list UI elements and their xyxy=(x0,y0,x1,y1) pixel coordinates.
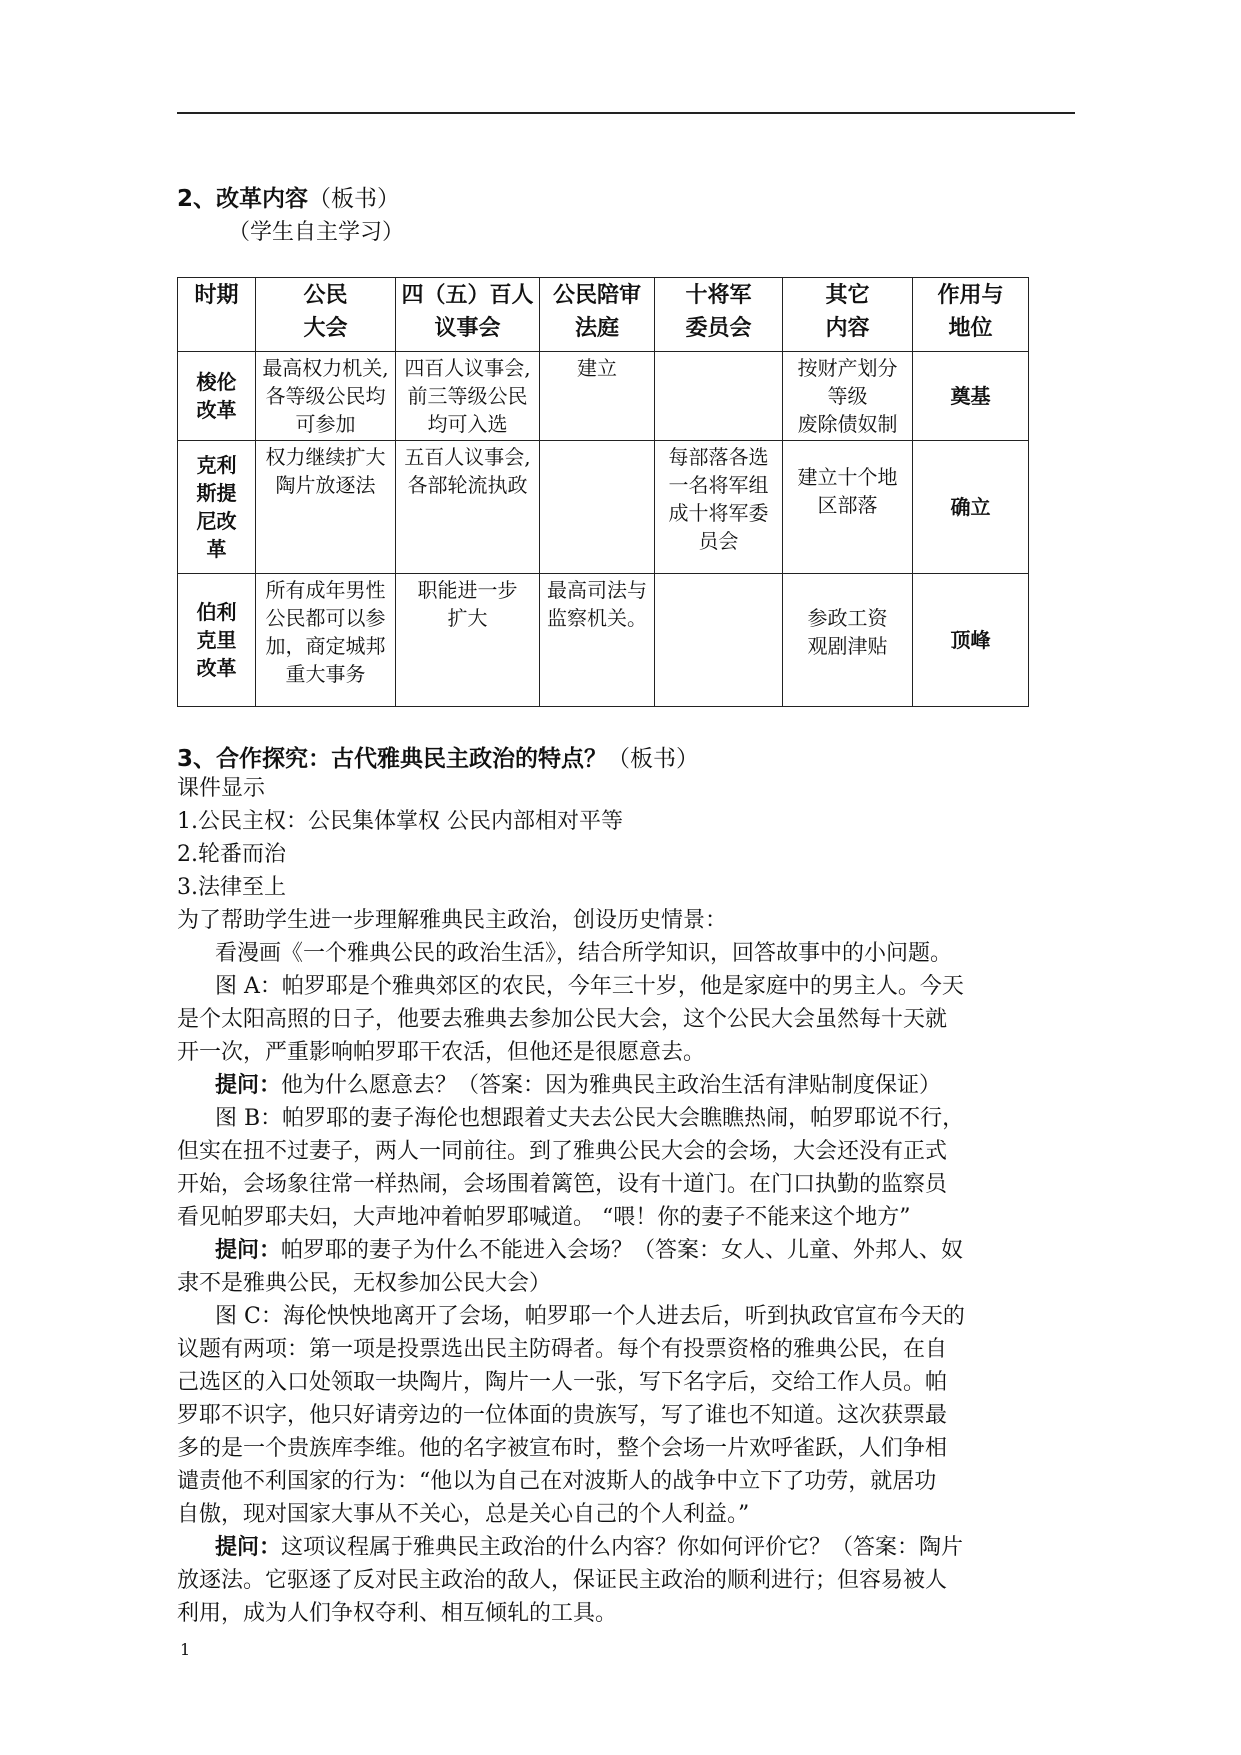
section2-title: 2、改革内容 xyxy=(177,186,309,212)
section2-subtitle: （学生自主学习） xyxy=(228,220,405,245)
table-row xyxy=(178,352,1029,441)
section3-body xyxy=(177,772,1077,1630)
body-line: 图 B：帕罗耶的妻子海伦也想跟着丈夫去公民大会瞧瞧热闹，帕罗耶说不行， xyxy=(215,1106,965,1131)
council-cell: 职能进一步 扩大 xyxy=(396,574,540,707)
page-number: 1 xyxy=(180,1640,191,1659)
body-line: 但实在扭不过妻子，两人一同前往。到了雅典公民大会的会场，大会还没有正式 xyxy=(177,1139,948,1164)
body-line: 为了帮助学生进一步理解雅典民主政治，创设历史情景： xyxy=(177,908,728,933)
role-cell: 确立 xyxy=(913,441,1029,574)
header-period: 时期 xyxy=(178,278,256,352)
role-cell: 顶峰 xyxy=(913,574,1029,707)
body-line: 看见帕罗耶夫妇，大声地冲着帕罗耶喊道。 “喂！你的妻子不能来这个地方” xyxy=(177,1205,911,1230)
court-cell: 建立 xyxy=(540,352,655,441)
assembly-cell: 最高权力机关, 各等级公民均 可参加 xyxy=(256,352,396,441)
header-role: 作用与 地位 xyxy=(913,278,1029,352)
header-other: 其它 内容 xyxy=(783,278,913,352)
body-line: 己选区的入口处领取一块陶片，陶片一人一张，写下名字后，交给工作人员。帕 xyxy=(177,1370,948,1395)
section2-title-note: （板书） xyxy=(308,186,401,212)
court-cell xyxy=(540,441,655,574)
assembly-cell: 所有成年男性 公民都可以参 加，商定城邦 重大事务 xyxy=(256,574,396,707)
table-row xyxy=(178,441,1029,574)
other-cell: 按财产划分 等级 废除债奴制 xyxy=(783,352,913,441)
header-council: 四（五）百人 议事会 xyxy=(396,278,540,352)
question-text: 这项议程属于雅典民主政治的什么内容？你如何评价它？（答案：陶片 xyxy=(281,1535,964,1560)
body-line: 开一次，严重影响帕罗耶干农活，但他还是很愿意去。 xyxy=(177,1040,706,1065)
court-cell: 最高司法与 监察机关。 xyxy=(540,574,655,707)
table-row xyxy=(178,574,1029,707)
question-label: 提问： xyxy=(215,1535,282,1560)
council-cell: 五百人议事会, 各部轮流执政 xyxy=(396,441,540,574)
question-line xyxy=(177,1234,1077,1267)
body-line: 看漫画《一个雅典公民的政治生活》，结合所学知识，回答故事中的小问题。 xyxy=(215,941,953,966)
body-line: 利用，成为人们争权夺利、相互倾轧的工具。 xyxy=(177,1601,618,1626)
body-line: 罗耶不识字，他只好请旁边的一位体面的贵族写，写了谁也不知道。这次获票最 xyxy=(177,1403,948,1428)
other-cell: 参政工资 观剧津贴 xyxy=(783,574,913,707)
header-court: 公民陪审 法庭 xyxy=(540,278,655,352)
generals-cell: 每部落各选 一名将军组 成十将军委 员会 xyxy=(655,441,783,574)
section3-title-note: （板书） xyxy=(607,746,700,772)
body-line: 图 C：海伦怏怏地离开了会场，帕罗耶一个人进去后，听到执政官宣布今天的 xyxy=(215,1304,965,1329)
body-line: 图 A：帕罗耶是个雅典郊区的农民，今年三十岁，他是家庭中的男主人。今天 xyxy=(215,974,964,999)
generals-cell xyxy=(655,574,783,707)
body-line: 课件显示 xyxy=(177,776,266,801)
body-line: 谴责他不利国家的行为：“他以为自己在对波斯人的战争中立下了功劳，就居功 xyxy=(177,1469,937,1494)
period-cell: 克利 斯提 尼改 革 xyxy=(178,441,256,574)
generals-cell xyxy=(655,352,783,441)
question-line xyxy=(177,1069,1077,1102)
period-cell: 伯利 克里 改革 xyxy=(178,574,256,707)
role-cell: 奠基 xyxy=(913,352,1029,441)
body-line: 放逐法。它驱逐了反对民主政治的敌人，保证民主政治的顺利进行；但容易被人 xyxy=(177,1568,948,1593)
body-line: 隶不是雅典公民，无权参加公民大会） xyxy=(177,1271,552,1296)
period-cell: 梭伦 改革 xyxy=(178,352,256,441)
question-label: 提问： xyxy=(215,1073,282,1098)
section2-heading xyxy=(177,180,400,213)
body-line: 多的是一个贵族库李维。他的名字被宣布时，整个会场一片欢呼雀跃，人们争相 xyxy=(177,1436,948,1461)
reform-table xyxy=(177,277,1029,707)
body-line: 2.轮番而治 xyxy=(177,842,286,867)
other-cell: 建立十个地 区部落 xyxy=(783,441,913,574)
section3-title: 3、合作探究：古代雅典民主政治的特点？ xyxy=(177,746,608,772)
body-line: 3.法律至上 xyxy=(177,875,286,900)
header-assembly: 公民 大会 xyxy=(256,278,396,352)
question-text: 他为什么愿意去？（答案：因为雅典民主政治生活有津贴制度保证） xyxy=(281,1073,942,1098)
body-line: 自傲，现对国家大事从不关心，总是关心自己的个人利益。” xyxy=(177,1502,750,1527)
table-header-row xyxy=(178,278,1029,352)
assembly-cell: 权力继续扩大 陶片放逐法 xyxy=(256,441,396,574)
section3-heading xyxy=(177,740,699,773)
body-line: 开始，会场象往常一样热闹，会场围着篱笆，设有十道门。在门口执勤的监察员 xyxy=(177,1172,948,1197)
header-rule xyxy=(177,112,1075,114)
question-text: 帕罗耶的妻子为什么不能进入会场？（答案：女人、儿童、外邦人、奴 xyxy=(281,1238,964,1263)
body-line: 1.公民主权：公民集体掌权 公民内部相对平等 xyxy=(177,809,623,834)
body-line: 议题有两项：第一项是投票选出民主防碍者。每个有投票资格的雅典公民，在自 xyxy=(177,1337,948,1362)
question-line xyxy=(177,1531,1077,1564)
body-line: 是个太阳高照的日子，他要去雅典去参加公民大会，这个公民大会虽然每十天就 xyxy=(177,1007,948,1032)
header-generals: 十将军 委员会 xyxy=(655,278,783,352)
question-label: 提问： xyxy=(215,1238,282,1263)
council-cell: 四百人议事会, 前三等级公民 均可入选 xyxy=(396,352,540,441)
